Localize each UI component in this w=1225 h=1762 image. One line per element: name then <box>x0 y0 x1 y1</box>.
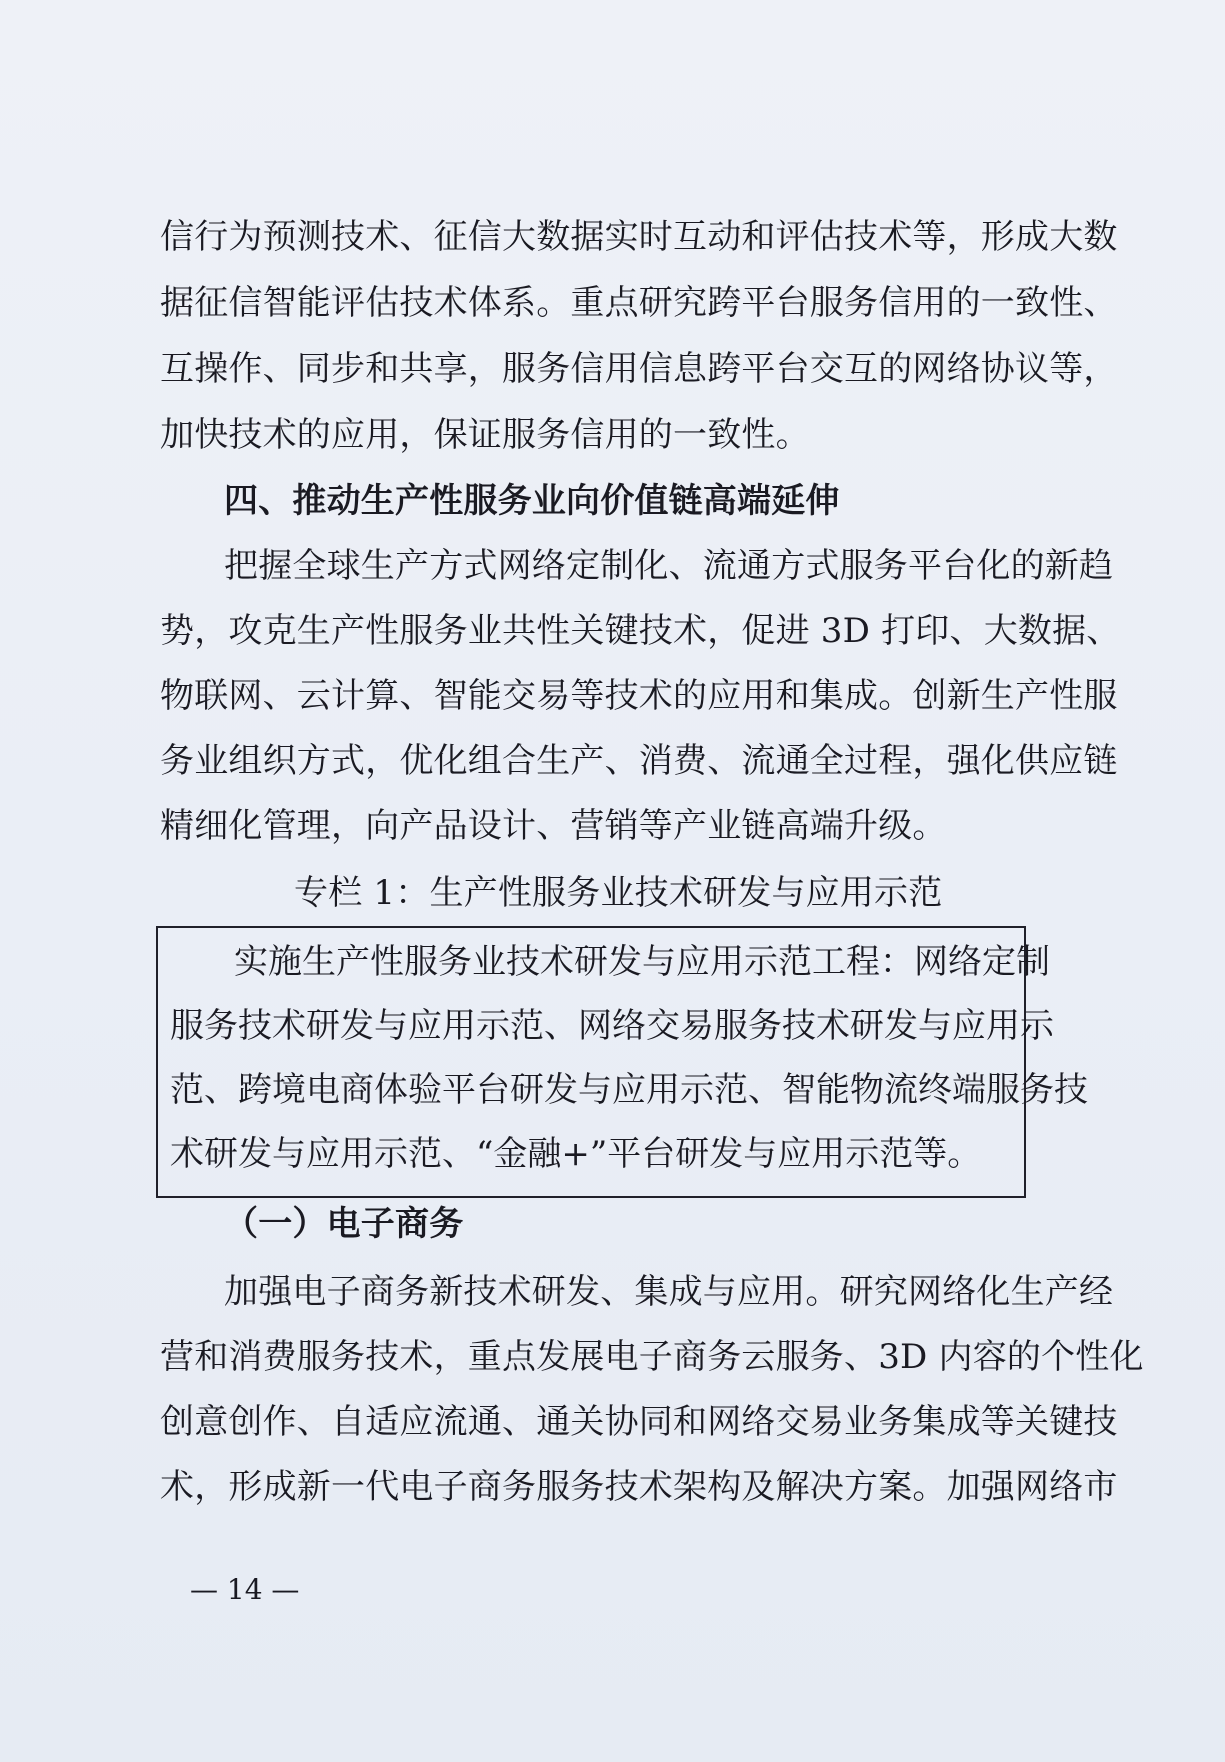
paragraph-line: 术，形成新一代电子商务服务技术架构及解决方案。加强网络市 <box>160 1467 1118 1507</box>
highlight-box <box>156 926 1088 1198</box>
paragraph-line: 信行为预测技术、征信大数据实时互动和评估技术等，形成大数 <box>160 217 1118 257</box>
paragraph-line: 加快技术的应用，保证服务信用的一致性。 <box>160 415 810 455</box>
paragraph-line: 物联网、云计算、智能交易等技术的应用和集成。创新生产性服 <box>160 676 1118 716</box>
box-line: 服务技术研发与应用示范、网络交易服务技术研发与应用示 <box>170 1006 1054 1046</box>
paragraph-line: 互操作、同步和共享，服务信用信息跨平台交互的网络协议等， <box>160 349 1118 389</box>
paragraph-line: 加强电子商务新技术研发、集成与应用。研究网络化生产经 <box>224 1272 1114 1312</box>
page-number: — 14 — <box>190 1573 300 1606</box>
paragraph-line: 据征信智能评估技术体系。重点研究跨平台服务信用的一致性、 <box>160 283 1118 323</box>
paragraph-line: 把握全球生产方式网络定制化、流通方式服务平台化的新趋 <box>224 546 1114 586</box>
paragraph-line: 精细化管理，向产品设计、营销等产业链高端升级。 <box>160 806 947 846</box>
subsection-heading: （一）电子商务 <box>224 1204 464 1244</box>
box-line: 术研发与应用示范、“金融+”平台研发与应用示范等。 <box>170 1134 982 1174</box>
paragraph-line: 创意创作、自适应流通、通关协同和网络交易业务集成等关键技 <box>160 1402 1118 1442</box>
paragraph-line: 务业组织方式，优化组合生产、消费、流通全过程，强化供应链 <box>160 741 1118 781</box>
column-title: 专栏 1：生产性服务业技术研发与应用示范 <box>294 873 943 913</box>
section-heading: 四、推动生产性服务业向价值链高端延伸 <box>224 481 840 521</box>
box-line: 范、跨境电商体验平台研发与应用示范、智能物流终端服务技 <box>170 1070 1088 1110</box>
box-line: 实施生产性服务业技术研发与应用示范工程：网络定制 <box>234 942 1050 982</box>
paragraph-line: 势，攻克生产性服务业共性关键技术，促进 3D 打印、大数据、 <box>160 611 1121 651</box>
paragraph-line: 营和消费服务技术，重点发展电子商务云服务、3D 内容的个性化 <box>160 1337 1144 1377</box>
